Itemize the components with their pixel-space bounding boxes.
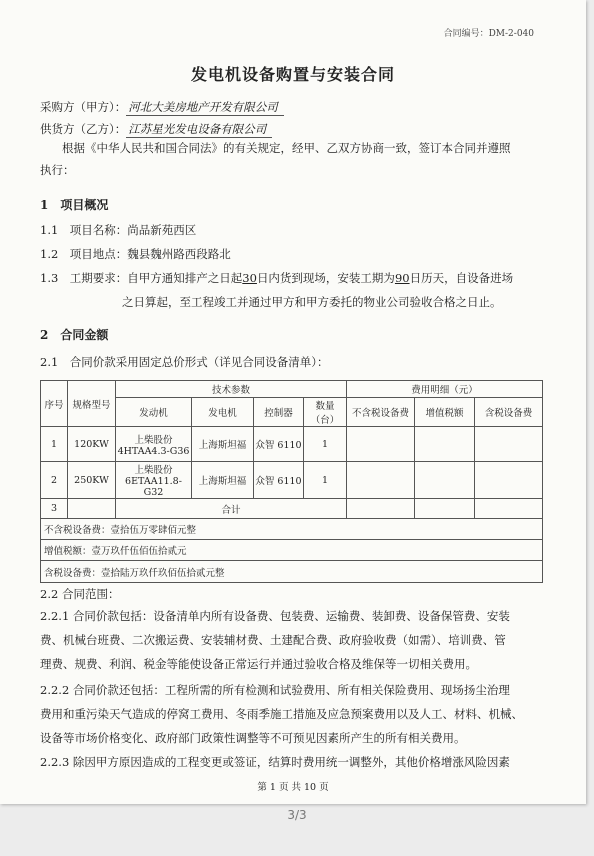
table-total-row [41,499,543,519]
item-2-2-3-line-1: 2.2.3 除因甲方原因造成的工程变更或签证，结算时费用统一调整外，其他价格增涨风险因素 [40,755,510,769]
engine-model: 6ETAA11.8-G32 [125,476,182,498]
header-tech: 技术参数 [116,381,347,398]
header-seq: 序号 [41,381,68,427]
intro-line-2: 执行： [40,163,75,177]
header-cost: 费用明细（元） [347,381,543,398]
supplier-value: 江苏星光发电设备有限公司 [126,122,272,138]
header-generator: 发电机 [192,398,254,427]
header-excl-tax: 不含税设备费 [347,398,415,427]
row-incl-tax [475,427,543,462]
vat-total: 增值税额：壹万玖仟伍佰伍拾贰元 [41,540,543,561]
buyer-line [40,96,284,115]
row-qty: 1 [304,427,347,462]
row-engine [116,462,192,499]
item-2-2-1-line-2: 费、机械台班费、二次搬运费、安装辅材费、土建配合费、政府验收费（如需）、培训费、管 [40,633,506,647]
total-incl-tax [475,499,543,519]
table-row [41,462,543,499]
item-2-2-1-line-3: 理费、规费、利润、税金等能使设备正常运行并通过验收合格及维保等一切相关费用。 [40,657,477,671]
item-1-3-mid: 日内货到现场，安装工期为 [256,271,395,285]
item-2-2: 2.2 合同范围： [40,587,120,601]
page-indicator: 3/3 [287,808,307,822]
row-model: 120KW [68,427,116,462]
item-2-2-2-line-3: 设备等市场价格变化、政府部门政策性调整等不可预见因素所产生的所有相关费用。 [40,731,466,745]
delivery-days: 30 [242,271,257,285]
row-seq: 2 [41,462,68,499]
row-controller: 众智 6110 [254,462,304,499]
buyer-label: 采购方（甲方）： [40,100,127,114]
excl-tax-total: 不含税设备费：壹拾伍万零肆佰元整 [41,519,543,540]
row-seq: 1 [41,427,68,462]
header-incl-tax: 含税设备费 [475,398,543,427]
header-model: 规格型号 [68,381,116,427]
item-1-2: 1.2 项目地点：魏县魏州路西段路北 [40,247,231,261]
row-vat [415,427,475,462]
item-2-1: 2.1 合同价款采用固定总价形式（详见合同设备清单）： [40,355,329,369]
section-1-heading: 1 项目概况 [40,198,109,212]
total-blank [68,499,116,519]
equipment-table [40,380,543,583]
row-controller: 众智 6110 [254,427,304,462]
row-qty: 1 [304,462,347,499]
engine-brand: 上柴股份 [134,465,173,476]
page-footer: 第 1 页 共 10 页 [257,782,329,793]
header-engine: 发动机 [116,398,192,427]
item-1-3 [40,268,513,289]
incl-tax-total: 含税设备费：壹拾陆万玖仟玖佰伍拾贰元整 [41,561,543,583]
engine-model: 4HTAA4.3-G36 [117,445,190,457]
total-label: 合计 [116,499,347,519]
row-incl-tax [475,462,543,499]
row-model: 250KW [68,462,116,499]
header-qty: 数量（台） [304,398,347,427]
row-excl-tax [347,462,415,499]
row-generator: 上海斯坦福 [192,462,254,499]
table-row [41,427,543,462]
engine-brand: 上柴股份 [134,434,173,446]
header-controller: 控制器 [254,398,304,427]
install-days: 90 [394,271,410,285]
total-excl-tax [347,499,415,519]
supplier-line [40,118,272,137]
contract-number: 合同编号：DM-2-040 [443,29,534,39]
item-2-2-2-line-1: 2.2.2 合同价款还包括：工程所需的所有检测和试验费用、所有相关保险费用、现场扬尘治理 [40,683,510,697]
item-2-2-2-line-2: 费用和重污染天气造成的停窝工费用、冬雨季施工措施及应急预案费用以及人工、材料、机械、 [40,707,523,721]
section-2-heading: 2 合同金额 [40,328,109,342]
item-1-3-suffix: 日历天，自设备进场 [409,271,514,285]
item-1-3-prefix: 1.3 工期要求：自甲方通知排产之日起 [40,271,243,285]
row-engine [116,427,192,462]
supplier-label: 供货方（乙方）： [40,122,127,136]
header-vat: 增值税额 [415,398,475,427]
total-vat [415,499,475,519]
item-1-3-line-2: 之日算起，至工程竣工并通过甲方和甲方委托的物业公司验收合格之日止。 [122,295,502,309]
buyer-value: 河北大美房地产开发有限公司 [126,100,284,116]
total-seq: 3 [41,499,68,519]
row-generator: 上海斯坦福 [192,427,254,462]
intro-line-1: 根据《中华人民共和国合同法》的有关规定，经甲、乙双方协商一致，签订本合同并遵照 [62,141,511,155]
item-1-1: 1.1 项目名称：尚品新苑西区 [40,223,197,237]
row-excl-tax [347,427,415,462]
item-2-2-1-line-1: 2.2.1 合同价款包括：设备清单内所有设备费、包装费、运输费、装卸费、设备保管费、安装 [40,609,510,623]
document-title: 发电机设备购置与安装合同 [190,65,395,84]
row-vat [415,462,475,499]
